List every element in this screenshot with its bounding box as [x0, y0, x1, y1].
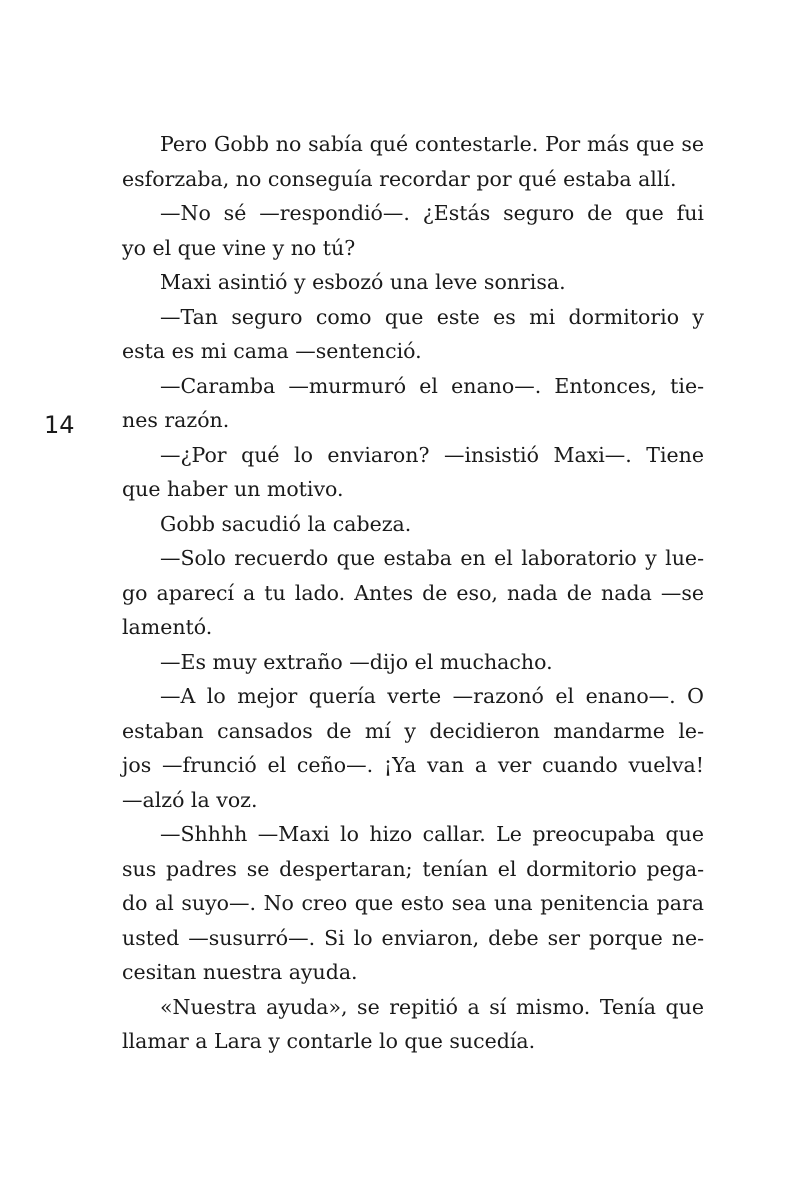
text-line: —Es muy extraño —dijo el muchacho.: [160, 649, 553, 674]
page-number: 14: [44, 411, 75, 439]
text-line: —¿Por qué lo enviaron? —insistió Maxi—. Tiene: [160, 442, 704, 467]
text-line: estaban cansados de mí y decidieron mandarme le-: [122, 718, 704, 743]
text-line: Maxi asintió y esbozó una leve sonrisa.: [160, 270, 566, 294]
body-text: [122, 127, 704, 1059]
text-line: jos —frunció el ceño—. ¡Ya van a ver cuando vuelva!: [122, 753, 704, 777]
text-line: Gobb sacudió la cabeza.: [160, 511, 412, 536]
text-line: —alzó la voz.: [122, 787, 258, 812]
text-line: esforzaba, no conseguía recordar por qué estaba allí.: [122, 166, 677, 191]
text-line: cesitan nuestra ayuda.: [122, 960, 358, 984]
text-line: —Solo recuerdo que estaba en el laboratorio y lue-: [160, 546, 704, 570]
text-line: go aparecí a tu lado. Antes de eso, nada de nada —se: [122, 580, 704, 605]
text-line: do al suyo—. No creo que esto sea una penitencia para: [122, 891, 704, 915]
text-line: usted —susurró—. Si lo enviaron, debe ser porque ne-: [122, 925, 704, 950]
text-line: nes razón.: [122, 408, 230, 432]
text-line: —Shhhh —Maxi lo hizo callar. Le preocupaba que: [160, 822, 704, 846]
text-line: —A lo mejor quería verte —razonó el enano—. O: [160, 684, 704, 708]
text-line: esta es mi cama —sentenció.: [122, 339, 422, 363]
text-line: Pero Gobb no sabía qué contestarle. Por más que se: [160, 132, 704, 156]
text-line: —Caramba —murmuró el enano—. Entonces, tie-: [160, 373, 704, 398]
text-line: que haber un motivo.: [122, 477, 344, 501]
text-line: yo el que vine y no tú?: [122, 235, 356, 260]
text-line: «Nuestra ayuda», se repitió a sí mismo. Tenía que: [160, 994, 704, 1019]
text-line: llamar a Lara y contarle lo que sucedía.: [122, 1029, 536, 1053]
text-line: —No sé —respondió—. ¿Estás seguro de que fui: [160, 201, 704, 225]
text-line: sus padres se despertaran; tenían el dormitorio pega-: [122, 856, 704, 881]
text-line: lamentó.: [122, 615, 213, 639]
text-line: —Tan seguro como que este es mi dormitorio y: [160, 304, 704, 329]
